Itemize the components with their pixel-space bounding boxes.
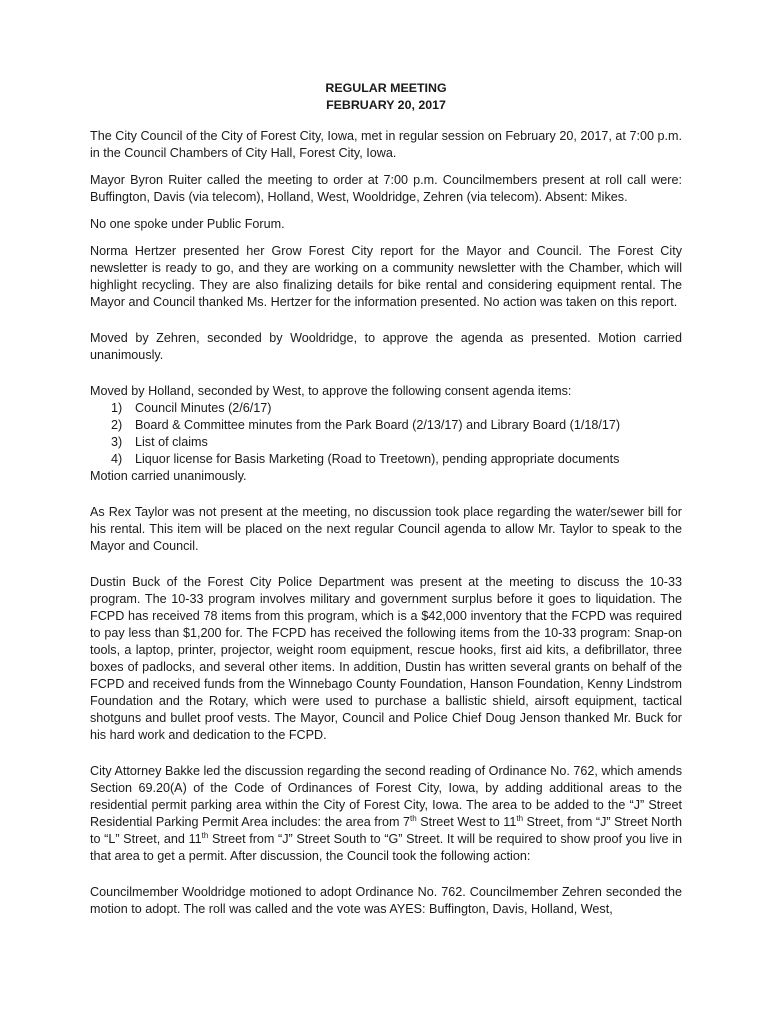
paragraph-consent-outro: Motion carried unanimously. [90,469,247,483]
paragraph-grow-forest-city: Norma Hertzer presented her Grow Forest City report for the Mayor and Council. The Forest City newsletter is ready to go, and they are working on a community newsletter with the Chamber, which will highlight recycling. They are also finalizing details for bike rental and considering equipment rental. The Mayor and Council thanked Ms. Hertzer for the information presented. No action was taken on this report. [90,244,682,309]
meeting-title: REGULAR MEETING [325,81,447,95]
paragraph-session: The City Council of the City of Forest City, Iowa, met in regular session on February 20, 2017, at 7:00 p.m. in the Council Chambers of City Hall, Forest City, Iowa. [90,129,682,160]
list-item [90,417,682,434]
ordinal-suffix: th [410,814,417,823]
list-item-number: 3) [111,435,123,449]
ordinance-text-part: City Attorney Bakke led the discussion regarding the second reading of Ordinance No. 762, which amends Section 69.20(A) of the Code of Ordinances of Forest City, Iowa, by adding additional areas to the residential permit parking area within the City of Forest City, Iowa. The area to be added to the “J” Street Residential Parking Permit Area includes: the area from 7 [90,764,682,829]
paragraph-roll-call: Mayor Byron Ruiter called the meeting to order at 7:00 p.m. Councilmembers present at roll call were: Buffington, Davis (via telecom), Holland, West, Wooldridge, Zehren (via telecom). Absent: Mikes. [90,173,682,204]
meeting-date: FEBRUARY 20, 2017 [326,98,446,112]
list-item-number: 2) [111,418,123,432]
list-item-text: Board & Committee minutes from the Park Board (2/13/17) and Library Board (1/18/17) [135,418,621,432]
paragraph-ordinance-vote: Councilmember Wooldridge motioned to adopt Ordinance No. 762. Councilmember Zehren seconded the motion to adopt. The roll was called and the vote was AYES: Buffington, Davis, Holland, West, [90,885,682,916]
list-item-number: 1) [111,401,123,415]
document-page [90,80,682,928]
list-item [90,400,682,417]
ordinal-suffix: th [201,831,209,840]
paragraph-rex-taylor: As Rex Taylor was not present at the meeting, no discussion took place regarding the water/sewer bill for his rental. This item will be placed on the next regular Council agenda to allow Mr. Taylor to speak to the Mayor and Council. [90,505,682,553]
paragraph-consent-intro: Moved by Holland, seconded by West, to approve the following consent agenda items: [90,384,572,398]
list-item [90,451,682,468]
ordinance-text-part: Street West to 11 [416,815,517,829]
list-item [90,434,682,451]
ordinance-text-part: Street, from “J” Street North to “L” Street, and 11 [90,815,682,846]
paragraph-public-forum: No one spoke under Public Forum. [90,217,285,231]
ordinal-suffix: th [516,814,524,823]
ordinance-text-part: Street from “J” Street South to “G” Street. It will be required to show proof you live in that area to get a permit. After discussion, the Council took the following action: [90,832,682,863]
paragraph-agenda-motion: Moved by Zehren, seconded by Wooldridge, to approve the agenda as presented. Motion carried unanimously. [90,331,682,362]
list-item-text: Council Minutes (2/6/17) [135,401,272,415]
paragraph-police-10-33: Dustin Buck of the Forest City Police Department was present at the meeting to discuss the 10-33 program. The 10-33 program involves military and government surplus before it goes to liquidation. The FCPD has received 78 items from this program, which is a $42,000 inventory that the FCPD was required to pay less than $1,200 for. The FCPD has received the following items from the 10-33 program: Snap-on tools, a laptop, printer, projector, weight room equipment, rescue hooks, first aid kits, a defibrillator, three boxes of padlocks, and several other items. In addition, Dustin has written several grants on behalf of the FCPD and received funds from the Winnebago County Foundation, Hanson Foundation, Kenny Lindstrom Foundation and the Rotary, which were used to purchase a ballistic shield, airsoft equipment, tactical shotguns and bullet proof vests. The Mayor, Council and Police Chief Doug Jenson thanked Mr. Buck for his hard work and dedication to the FCPD. [90,575,682,742]
document-header [90,80,682,114]
list-item-text: Liquor license for Basis Marketing (Road to Treetown), pending appropriate documents [135,452,620,466]
paragraph-ordinance-762 [90,763,682,865]
list-item-number: 4) [111,452,123,466]
consent-agenda-list [90,400,682,468]
list-item-text: List of claims [135,435,208,449]
